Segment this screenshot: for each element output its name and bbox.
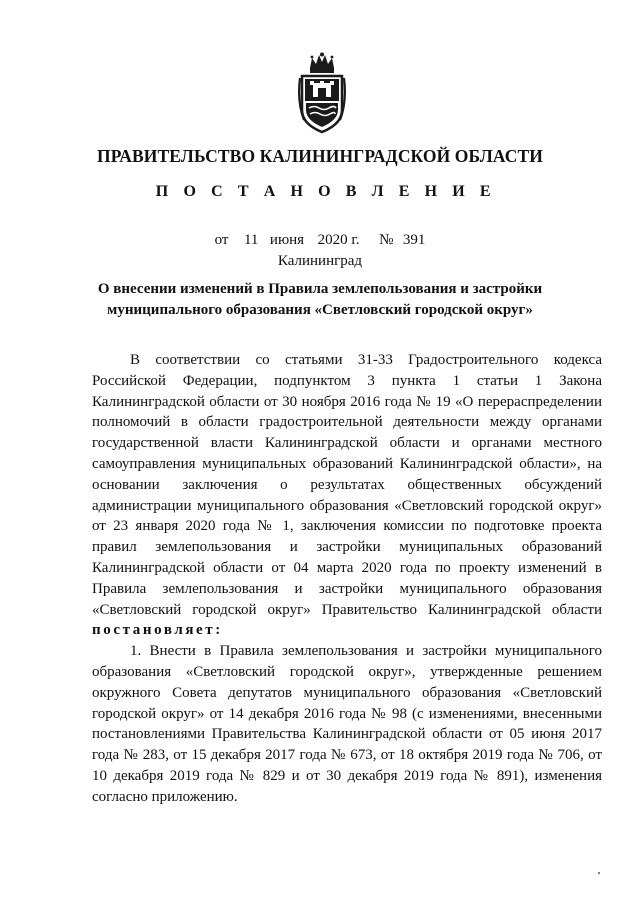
resolution-word: постановляет: bbox=[92, 622, 223, 639]
document-body bbox=[92, 350, 602, 808]
number-label: № bbox=[379, 232, 394, 248]
coat-of-arms-icon bbox=[296, 52, 348, 138]
preamble-text: В соответствии со статьями 31-33 Градостроительного кодекса Российской Федерации, подпунктом 3 пункта 1 статьи 1 Закона Калининградской области от 30 ноября 2016 года № 19 «О перераспределении полномочий в области градостроительной деятельности между органами государственной власти Калининградской области и органами местного самоуправления муниципальных образований Калининградской области», на основании заключения о результатах общественных обсуждений администрации муниципального образования «Светловский городской округ» от 23 января 2020 года № 1, заключения комиссии по подготовке проекта правил землепользования и застройки муниципальных образований Калининградской области от 04 марта 2020 года по проекту изменений в Правила землепользования и застройки муниципального образования «Светловский городской округ» Правительство Калининградской области bbox=[92, 352, 602, 618]
document-number: 391 bbox=[402, 232, 426, 248]
city: Калининград bbox=[277, 253, 363, 269]
organization-name: ПРАВИТЕЛЬСТВО КАЛИНИНГРАДСКОЙ ОБЛАСТИ bbox=[97, 146, 543, 166]
document-type: П О С Т А Н О В Л Е Н И Е bbox=[155, 183, 497, 200]
clause-1-paragraph: 1. Внести в Правила землепользования и застройки муниципального образования «Светловский городской округ», утвержденные решением окружного Совета депутатов муниципального образования «Светловский городской округ» от 14 декабря 2016 года № 98 (с изменениями, внесенными постановлениями Правительства Калининградской области от 05 июня 2017 года № 283, от 15 декабря 2017 года № 673, от 18 октября 2019 года № 706, от 10 декабря 2019 года № 829 и от 30 декабря 2019 года № 891), изменения согласно приложению. bbox=[92, 643, 602, 805]
scan-speck bbox=[598, 872, 600, 874]
document-title bbox=[0, 279, 640, 321]
date-line bbox=[0, 232, 640, 249]
preamble-paragraph bbox=[92, 350, 602, 641]
date-year: 2020 г. bbox=[317, 232, 360, 248]
date-month: июня bbox=[269, 232, 305, 248]
title-line-1: О внесении изменений в Правила землепользования и застройки bbox=[97, 281, 543, 297]
date-prefix: от bbox=[214, 232, 229, 248]
date-day: 11 bbox=[243, 232, 259, 248]
title-line-2: муниципального образования «Светловский городской округ» bbox=[107, 302, 533, 318]
